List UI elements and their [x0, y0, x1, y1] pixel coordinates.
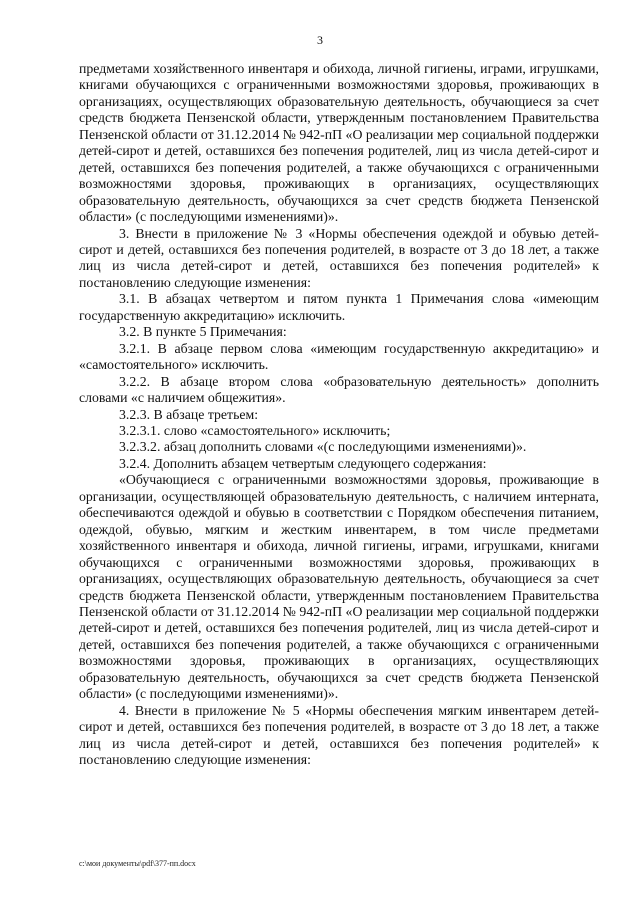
paragraph-quoted-addition: «Обучающиеся с ограниченными возможностями здоровья, проживающие в организации, осуществляющей образовательную деятельность, с наличием интерната, обеспечиваются одеждой и обувью в соответствии с Порядком обеспечения питанием, одеждой, обувью, мягким и жестким инвентарем, в том числе предметами хозяйственного инвентаря и обихода, личной гигиены, играми, игрушками, книгами обучающихся с ограниченными возможностями здоровья, проживающих в организациях, осуществляющих образовательную деятельность, обучающиеся за счет средств бюджета Пензенской области, утвержденным постановлением Правительства Пензенской области от 31.12.2014 № 942-пП «О реализации мер социальной поддержки детей-сирот и детей, оставшихся без попечения родителей, лиц из числа детей-сирот и детей, оставшихся без попечения родителей, а также обучающихся с ограниченными возможностями здоровья, проживающих в организациях, осуществляющих образовательную деятельность, обучающихся за счет средств бюджета Пензенской области» (с последующими изменениями)». [79, 472, 599, 702]
document-body [79, 61, 599, 768]
paragraph-continuation: предметами хозяйственного инвентаря и обихода, личной гигиены, играми, игрушками, книгами обучающихся с ограниченными возможностями здоровья, проживающих в организациях, осуществляющих образовательную деятельность, обучающиеся за счет средств бюджета Пензенской области, утвержденным постановлением Правительства Пензенской области от 31.12.2014 № 942-пП «О реализации мер социальной поддержки детей-сирот и детей, оставшихся без попечения родителей, лиц из числа детей-сирот и детей, оставшихся без попечения родителей, а также обучающихся с ограниченными возможностями здоровья, проживающих в организациях, осуществляющих образовательную деятельность, обучающихся за счет средств бюджета Пензенской области» (с последующими изменениями)». [79, 61, 599, 225]
paragraph-item-3-2-1: 3.2.1. В абзаце первом слова «имеющим государственную аккредитацию» и «самостоятельного» исключить. [79, 340, 599, 373]
paragraph-item-3-1: 3.1. В абзацах четвертом и пятом пункта 1 Примечания слова «имеющим государственную аккредитацию» исключить. [79, 291, 599, 323]
paragraph-item-4: 4. Внести в приложение № 5 «Нормы обеспечения мягким инвентарем детей-сирот и детей, оставшихся без попечения родителей, в возрасте от 3 до 18 лет, а также лиц из числа детей-сирот и детей, оставшихся без попечения родителей» к постановлению следующие изменения: [79, 702, 599, 768]
paragraph-item-3-2-3: 3.2.3. В абзаце третьем: [119, 406, 259, 422]
paragraph-item-3: 3. Внести в приложение № 3 «Нормы обеспечения одеждой и обувью детей-сирот и детей, оставшихся без попечения родителей, в возрасте от 3 до 18 лет, а также лиц из числа детей-сирот и детей, оставшихся без попечения родителей» к постановлению следующие изменения: [79, 225, 599, 290]
paragraph-item-3-2-3-1: 3.2.3.1. слово «самостоятельного» исключить; [119, 422, 391, 438]
paragraph-item-3-2-4: 3.2.4. Дополнить абзацем четвертым следующего содержания: [119, 455, 487, 471]
paragraph-item-3-2: 3.2. В пункте 5 Примечания: [119, 324, 287, 340]
paragraph-item-3-2-2: 3.2.2. В абзаце втором слова «образовательную деятельность» дополнить словами «с наличием общежития». [79, 373, 599, 406]
footer-file-path: c:\мои документы\pdf\377-пп.docx [79, 859, 196, 868]
page-number: 3 [317, 33, 323, 47]
paragraph-item-3-2-3-2: 3.2.3.2. абзац дополнить словами «(с последующими изменениями)». [119, 439, 527, 455]
